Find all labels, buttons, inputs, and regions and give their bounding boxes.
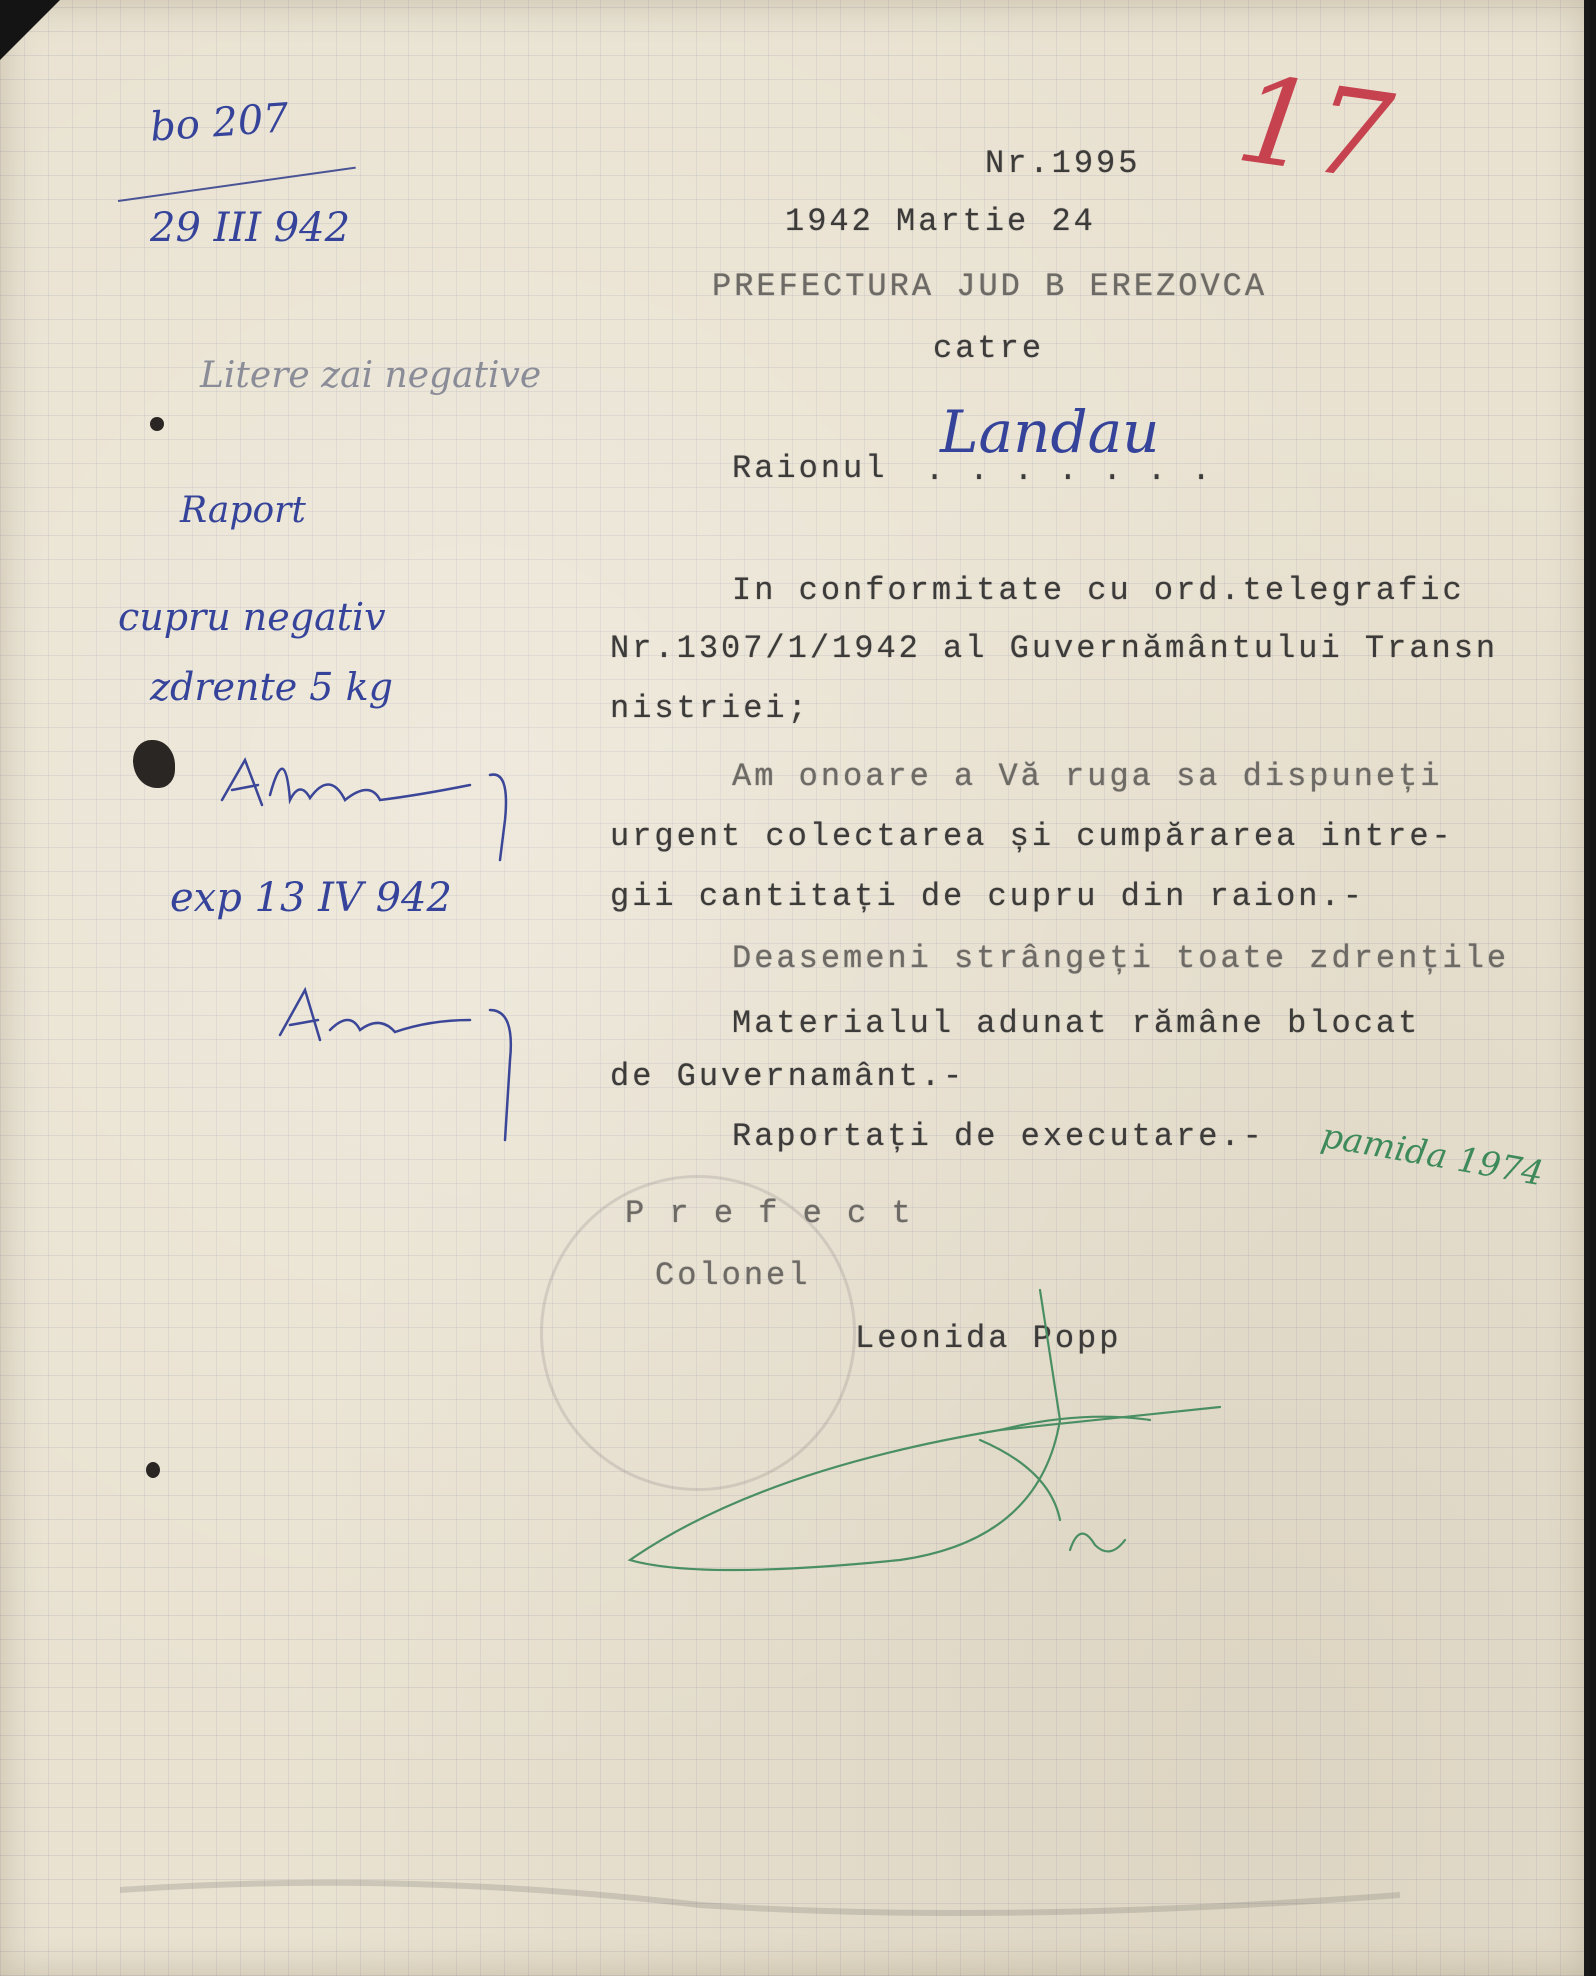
body-line-10: Raportați de executare.- [732, 1118, 1265, 1155]
scan-edge [1584, 0, 1590, 1976]
registration-date: 29 III 942 [150, 205, 351, 251]
green-handwritten-note: pamida 1974 [1318, 1115, 1547, 1195]
body-line-5: urgent colectarea și cumpărarea intre- [610, 818, 1454, 855]
grey-pencil-note: Litere zai negative [200, 355, 542, 396]
paper-stain-bottom [120, 1883, 1400, 1913]
issuer-heading: PREFECTURA JUD B EREZOVCA [712, 268, 1268, 305]
body-line-9: de Guvernamânt.- [610, 1058, 966, 1095]
body-line-6: gii cantitați de cupru din raion.- [610, 878, 1365, 915]
body-line-8: Materialul adunat rămâne blocat [732, 1005, 1421, 1042]
signature-title: P r e f e c t [625, 1195, 914, 1232]
initials-blue-2 [280, 990, 511, 1140]
body-line-7: Deasemeni strângeți toate zdrențile [732, 940, 1510, 977]
body-line-4: Am onoare a Vă ruga sa dispuneți [732, 758, 1443, 795]
red-mark: 17 [1229, 50, 1400, 209]
signature-name: Leonida Popp [855, 1320, 1122, 1357]
district-label: Raionul [732, 450, 888, 487]
rags-note: zdrente 5 kg [150, 665, 393, 709]
body-line-2: Nr.1307/1/1942 al Guvernământului Transn [610, 630, 1499, 667]
body-line-1: In conformitate cu ord.telegrafic [732, 572, 1465, 609]
registration-number: bo 207 [148, 95, 291, 151]
body-line-3: nistriei; [610, 690, 810, 727]
district-name-handwritten: Landau [940, 398, 1160, 466]
document-date: 1942 Martie 24 [785, 203, 1096, 240]
green-signature [630, 1290, 1220, 1570]
expedition-date: exp 13 IV 942 [170, 875, 452, 921]
copper-note: cupru negativ [118, 595, 386, 639]
district-dots: . . . . . . . [925, 452, 1214, 489]
document-number: Nr.1995 [985, 145, 1141, 182]
raport-note: Raport [180, 490, 306, 531]
signature-rank: Colonel [655, 1257, 811, 1294]
initials-blue-1 [222, 760, 506, 860]
recipient-catre: catre [933, 330, 1045, 367]
